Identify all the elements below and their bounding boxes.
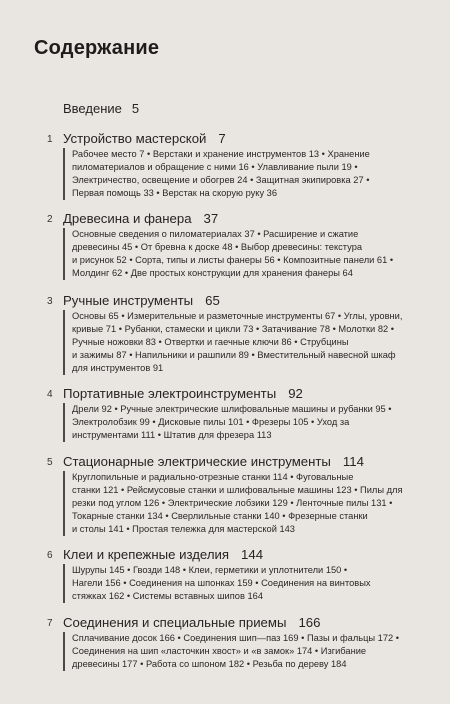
section-line: резки под углом 126 • Электрические лобзики 129 • Ленточные пилы 131 • bbox=[72, 498, 393, 509]
chapter-title bbox=[63, 386, 303, 401]
chapter-number: 4 bbox=[47, 389, 53, 400]
section-line: Нагели 156 • Соединения на шпонках 159 • Соединения на винтовых bbox=[72, 578, 371, 589]
section-line: Сплачивание досок 166 • Соединения шип—паз 169 • Пазы и фальцы 172 • bbox=[72, 633, 400, 643]
chapter-page-number: 144 bbox=[241, 547, 264, 562]
chapter-title-text: Портативные электроинструменты bbox=[63, 386, 277, 401]
chapter-sections bbox=[72, 148, 442, 200]
chapter-6[interactable] bbox=[0, 547, 450, 602]
chapter-sections bbox=[72, 403, 442, 442]
chapter-3[interactable] bbox=[0, 293, 450, 374]
chapter-title-text: Клеи и крепежные изделия bbox=[63, 547, 230, 562]
chapter-divider-bar bbox=[63, 471, 65, 536]
chapter-title bbox=[63, 454, 364, 469]
chapter-divider-bar bbox=[63, 148, 65, 200]
toc-intro-entry[interactable] bbox=[63, 101, 139, 116]
section-line: инструментами 111 • Штатив для фрезера 113 bbox=[72, 430, 272, 441]
chapter-7[interactable] bbox=[0, 615, 450, 670]
section-line: станки 121 • Рейсмусовые станки и шлифовальные машины 123 • Пилы для bbox=[72, 485, 403, 496]
chapter-page-number: 92 bbox=[288, 386, 303, 401]
section-line: Основные сведения о пиломатериалах 37 • Расширение и сжатие bbox=[72, 229, 359, 239]
section-line: Соединения на шип «ласточкин хвост» и «в замок» 174 • Изгибание bbox=[72, 646, 367, 657]
section-line: Основы 65 • Измерительные и разметочные инструменты 67 • Углы, уровни, bbox=[72, 311, 403, 321]
chapter-title bbox=[63, 131, 226, 146]
chapter-sections bbox=[72, 310, 442, 375]
section-line: стяжках 162 • Системы вставных шипов 164 bbox=[72, 591, 263, 602]
chapter-sections bbox=[72, 632, 442, 671]
section-line: и зажимы 87 • Напильники и рашпили 89 • Вместительный навесной шкаф bbox=[72, 350, 396, 361]
section-line: Круглопильные и радиально-отрезные станки 114 • Фуговальные bbox=[72, 472, 354, 482]
section-line: и рисунок 52 • Сорта, типы и листы фанеры 56 • Композитные панели 61 • bbox=[72, 255, 394, 266]
chapter-title-text: Древесина и фанера bbox=[63, 211, 192, 226]
chapter-5[interactable] bbox=[0, 454, 450, 535]
chapter-sections bbox=[72, 564, 442, 603]
chapter-page-number: 166 bbox=[298, 615, 321, 630]
intro-page-number: 5 bbox=[131, 101, 140, 116]
section-line: Электричество, освещение и обогрев 24 • Защитная экипировка 27 • bbox=[72, 175, 370, 186]
chapter-2[interactable] bbox=[0, 211, 450, 279]
chapter-sections bbox=[72, 471, 442, 536]
chapter-divider-bar bbox=[63, 310, 65, 375]
section-line: Дрели 92 • Ручные электрические шлифовальные машины и рубанки 95 • bbox=[72, 404, 392, 414]
chapter-title-text: Устройство мастерской bbox=[63, 131, 207, 146]
chapter-title bbox=[63, 547, 263, 562]
chapter-sections bbox=[72, 228, 442, 280]
chapter-number: 1 bbox=[47, 134, 53, 145]
chapter-title-text: Ручные инструменты bbox=[63, 293, 194, 308]
intro-label: Введение bbox=[63, 101, 122, 116]
chapter-4[interactable] bbox=[0, 386, 450, 441]
chapter-page-number: 65 bbox=[205, 293, 220, 308]
chapter-title-text: Соединения и специальные приемы bbox=[63, 615, 287, 630]
chapter-divider-bar bbox=[63, 564, 65, 603]
chapter-number: 6 bbox=[47, 550, 53, 561]
chapter-number: 5 bbox=[47, 457, 53, 468]
section-line: Электролобзик 99 • Дисковые пилы 101 • Фрезеры 105 • Уход за bbox=[72, 417, 350, 428]
section-line: Молдинг 62 • Две простых конструкции для хранения фанеры 64 bbox=[72, 268, 353, 279]
section-line: Первая помощь 33 • Верстак на скорую руку 36 bbox=[72, 188, 278, 199]
section-line: пиломатериалов и обращение с ними 16 • Улавливание пыли 19 • bbox=[72, 162, 358, 173]
section-line: Ручные ножовки 83 • Отвертки и гаечные ключи 86 • Струбцины bbox=[72, 337, 349, 348]
section-line: древесины 177 • Работа со шпоном 182 • Резьба по дереву 184 bbox=[72, 659, 347, 670]
chapter-divider-bar bbox=[63, 632, 65, 671]
section-line: Токарные станки 134 • Сверлильные станки 140 • Фрезерные станки bbox=[72, 511, 368, 522]
section-line: кривые 71 • Рубанки, стамески и цикли 73 • Затачивание 78 • Молотки 82 • bbox=[72, 324, 394, 335]
page-title: Содержание bbox=[34, 37, 160, 59]
chapter-1[interactable] bbox=[0, 131, 450, 199]
chapter-number: 3 bbox=[47, 296, 53, 307]
section-line: древесины 45 • От бревна к доске 48 • Выбор древесины: текстура bbox=[72, 242, 363, 253]
section-line: Рабочее место 7 • Верстаки и хранение инструментов 13 • Хранение bbox=[72, 149, 370, 159]
section-line: Шурупы 145 • Гвозди 148 • Клеи, герметики и уплотнители 150 • bbox=[72, 565, 348, 575]
chapter-page-number: 114 bbox=[342, 454, 364, 469]
chapter-number: 2 bbox=[47, 214, 53, 225]
section-line: и столы 141 • Простая тележка для мастерской 143 bbox=[72, 524, 295, 535]
chapter-title bbox=[63, 293, 220, 308]
chapter-page-number: 7 bbox=[218, 131, 226, 146]
chapter-title bbox=[63, 615, 320, 630]
chapter-title-text: Стационарные электрические инструменты bbox=[63, 454, 331, 469]
chapter-divider-bar bbox=[63, 228, 65, 280]
chapter-number: 7 bbox=[47, 618, 53, 629]
chapter-title bbox=[63, 211, 218, 226]
chapter-page-number: 37 bbox=[203, 211, 219, 226]
section-line: для инструментов 91 bbox=[72, 363, 164, 374]
chapter-divider-bar bbox=[63, 403, 65, 442]
